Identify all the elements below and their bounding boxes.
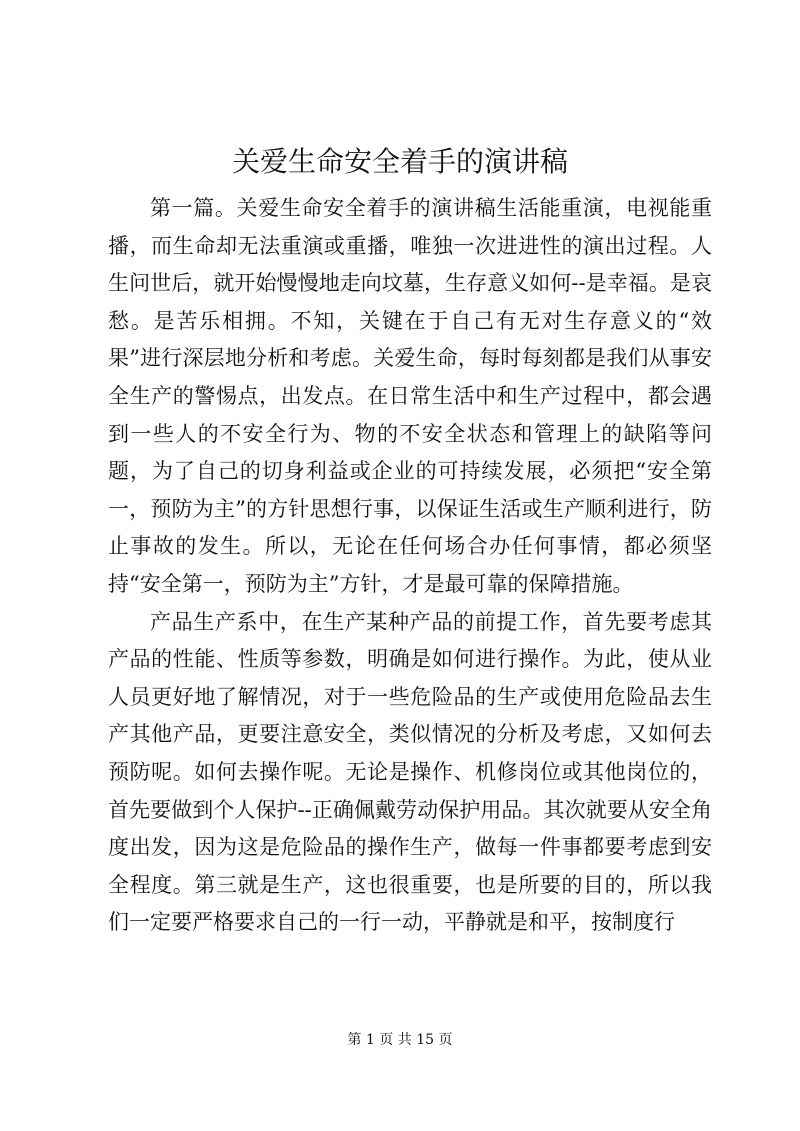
- document-body: [108, 190, 712, 942]
- page-footer: 第 1 页 共 15 页: [347, 1032, 453, 1048]
- document-title: 关爱生命安全着手的演讲稿: [231, 145, 568, 178]
- paragraph-1: 第一篇。关爱生命安全着手的演讲稿生活能重演，电视能重播，而生命却无法重演或重播，唯独一次进进性的演出过程。人生问世后，就开始慢慢地走向坟墓，生存意义如何--是幸福。是哀愁。是苦乐相拥。不知，关键在于自己有无对生存意义的“效果”进行深层地分析和考虑。关爱生命，每时每刻都是我们从事安全生产的警惕点，出发点。在日常生活中和生产过程中，都会遇到一些人的不安全行为、物的不安全状态和管理上的缺陷等问题，为了自己的切身利益或企业的可持续发展，必须把“安全第一，预防为主”的方针思想行事，以保证生活或生产顺利进行，防止事故的发生。所以，无论在任何场合办任何事情，都必须坚持“安全第一，预防为主”方针，才是最可靠的保障措施。: [108, 196, 712, 596]
- paragraph-2: 产品生产系中，在生产某种产品的前提工作，首先要考虑其产品的性能、性质等参数，明确是如何进行操作。为此，使从业人员更好地了解情况，对于一些危险品的生产或使用危险品去生产其他产品，更要注意安全，类似情况的分析及考虑，又如何去预防呢。如何去操作呢。无论是操作、机修岗位或其他岗位的，首先要做到个人保护--正确佩戴劳动保护用品。其次就要从安全角度出发，因为这是危险品的操作生产，做每一件事都要考虑到安全程度。第三就是生产，这也很重要，也是所要的目的，所以我们一定要严格要求自己的一行一动，平静就是和平，按制度行: [108, 609, 712, 935]
